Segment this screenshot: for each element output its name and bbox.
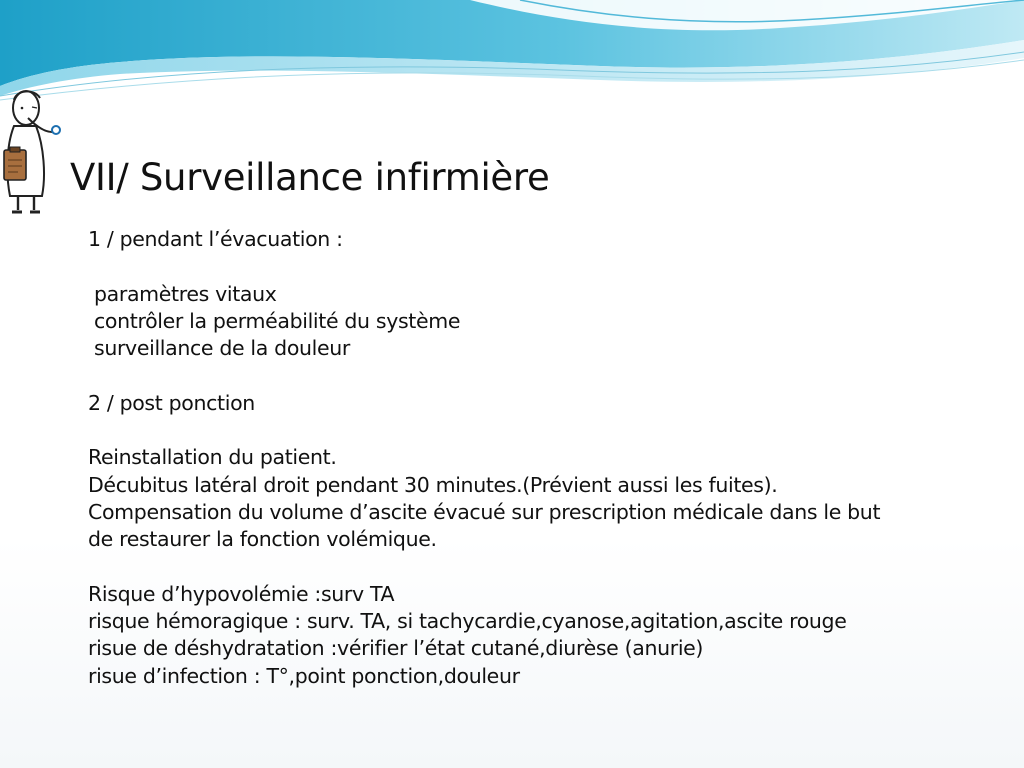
- spacer: [88, 362, 1008, 389]
- nurse-with-clipboard-icon: [0, 86, 70, 221]
- list-item: de restaurer la fonction volémique.: [88, 527, 437, 552]
- list-item: contrôler la perméabilité du système: [94, 308, 461, 333]
- slide-body: [88, 226, 1008, 690]
- list-item: risue d’infection : T°,point ponction,douleur: [88, 663, 520, 688]
- section-heading: 1 / pendant l’évacuation :: [88, 227, 343, 251]
- slide-title: VII/ Surveillance infirmière: [70, 156, 550, 199]
- spacer: [88, 253, 1008, 280]
- list-item: Risque d’hypovolémie :surv TA: [88, 581, 395, 606]
- list-item: Décubitus latéral droit pendant 30 minutes.(Prévient aussi les fuites).: [88, 472, 778, 497]
- list-item: risue de déshydratation :vérifier l’état cutané,diurèse (anurie): [88, 636, 704, 661]
- section-heading: 2 / post ponction: [88, 390, 255, 415]
- list-item: Compensation du volume d’ascite évacué sur prescription médicale dans le but: [88, 499, 881, 524]
- spacer: [88, 554, 1008, 581]
- header-wave-decoration: [0, 0, 1024, 110]
- list-item: risque hémoragique : surv. TA, si tachycardie,cyanose,agitation,ascite rouge: [88, 609, 847, 634]
- list-item: surveillance de la douleur: [94, 336, 350, 361]
- spacer: [88, 417, 1008, 444]
- list-item: Reinstallation du patient.: [88, 445, 337, 470]
- list-item: paramètres vitaux: [94, 281, 277, 306]
